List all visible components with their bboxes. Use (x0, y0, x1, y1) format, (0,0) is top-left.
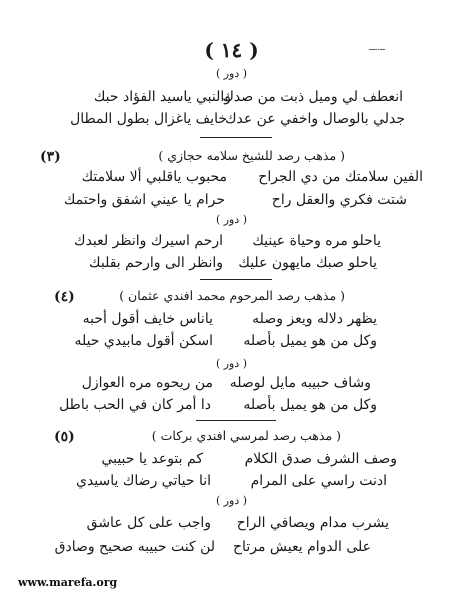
daur-label: ( دور ) (215, 494, 248, 507)
verse-left: ادنت راسي على المرام (250, 473, 387, 489)
verse-left: ياحلو صبك مايهون عليك (238, 255, 377, 271)
section-number: (٣) (40, 149, 61, 165)
page-number: ( ١٤ ) (204, 38, 259, 62)
verse-right: كم بتوعد يا حبيبي (101, 451, 203, 467)
verse-left: جدلي بالوصال واخفي عن عدك (224, 111, 405, 127)
daur-label: ( دور ) (215, 67, 248, 80)
verse-left: وكل من هو يميل بأصله (243, 397, 377, 413)
verse-right: من ريحوه مره العوازل (81, 375, 213, 391)
verse-right: واجب على كل عاشق (86, 515, 211, 531)
verse-left: يشرب مدام ويصافي الراح (236, 515, 389, 531)
section-divider (196, 420, 276, 421)
section-header: ( مذهب رصد لمرسي افندي بركات ) (151, 428, 341, 443)
verse-left: انعطف لي وميل ذبت من صدك (222, 89, 403, 105)
verse-left: يظهر دلاله ويعز وصله (252, 311, 377, 327)
section-number: (٤) (54, 289, 75, 305)
verse-right: انا حياتي رضاك ياسيدي (76, 473, 211, 489)
section-divider (200, 137, 272, 138)
verse-right: ياناس خايف أقول أحبه (82, 311, 213, 327)
verse-right: دا أمر كان في الحب باطل (59, 397, 211, 413)
verse-right: اسكن أقول مابيدي حيله (74, 333, 213, 349)
verse-left: ياحلو مره وحياة عينيك (252, 233, 381, 249)
corner-mark: ــ.ـــ (368, 43, 385, 53)
verse-right: والنبي ياسيد الفؤاد حبك (93, 89, 231, 105)
verse-left: على الدوام يعيش مرتاح (233, 539, 371, 555)
verse-right: ارحم اسيرك وانظر لعبدك (74, 233, 223, 249)
verse-left: الفين سلامتك من دي الجراح (258, 169, 423, 185)
daur-label: ( دور ) (215, 357, 248, 370)
section-header: ( مذهب رصد للشيخ سلامه حجازي ) (158, 148, 345, 163)
verse-right: محبوب ياقلبي ألا سلامتك (81, 169, 227, 185)
section-number: (٥) (54, 429, 75, 445)
verse-right: خايف ياغزال بطول المطال (70, 111, 227, 127)
daur-label: ( دور ) (215, 213, 248, 226)
verse-left: وصف الشرف صدق الكلام (244, 451, 397, 467)
verse-left: شتت فكري والعقل راح (271, 192, 407, 208)
verse-right: لن كنت حبيبه صحيح وصادق (54, 539, 215, 555)
verse-left: وشاف حبيبه مايل لوصله (229, 375, 371, 391)
verse-left: وكل من هو يميل بأصله (243, 333, 377, 349)
verse-right: حرام يا عيني اشفق واحتمك (63, 192, 225, 208)
section-divider (200, 279, 272, 280)
verse-right: وانظر الى وارحم بقلبك (89, 255, 223, 271)
section-header: ( مذهب رصد المرحوم محمد افندي عثمان ) (119, 288, 345, 303)
watermark: www.marefa.org (18, 576, 118, 589)
